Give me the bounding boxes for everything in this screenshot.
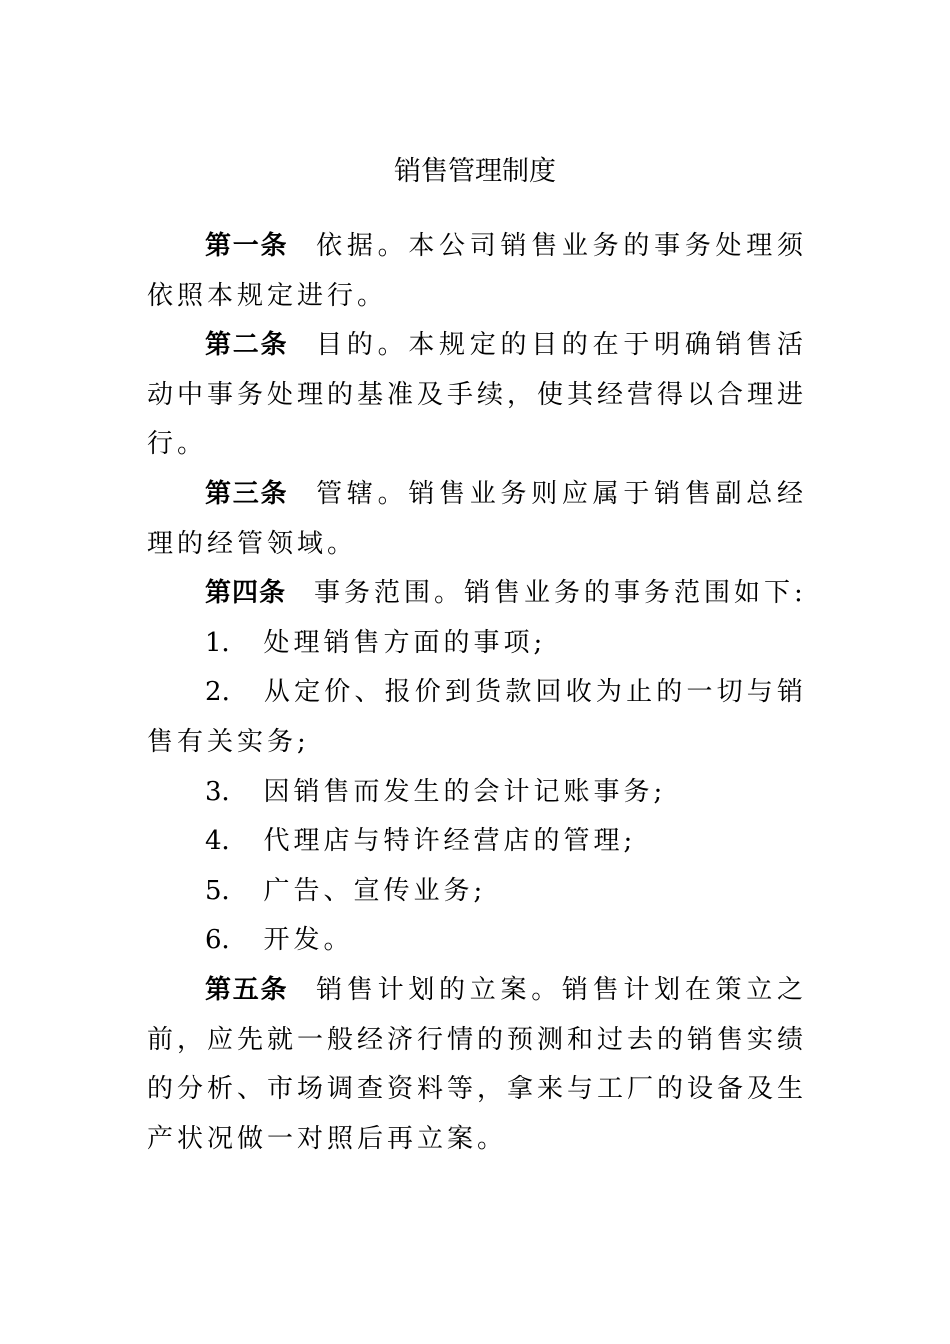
- article-number: 第三条: [205, 478, 289, 509]
- article-text: 事务范围。销售业务的事务范围如下:: [314, 578, 807, 609]
- article-1: [147, 222, 807, 321]
- document-title: 销售管理制度: [394, 156, 556, 187]
- article-number: 第四条: [205, 578, 287, 609]
- list-item-index: 1．: [205, 627, 248, 658]
- list-item-text: 因销售而发生的会计记账事务;: [263, 776, 667, 807]
- list-item-text: 广告、宣传业务;: [263, 875, 487, 906]
- article-2: [147, 321, 807, 470]
- list-item-text: 开发。: [263, 925, 354, 956]
- article-number: 第一条: [205, 231, 289, 261]
- article-3: [147, 470, 807, 569]
- article-text: 目的。本规定的目的在于明确销售活动中事务处理的基准及手续，使其经营得以合理进行。: [147, 330, 808, 460]
- list-item: [147, 867, 807, 917]
- list-item: [147, 668, 807, 767]
- list-item: [147, 768, 807, 818]
- article-5: [147, 966, 807, 1164]
- list-item-index: 5．: [205, 875, 248, 906]
- list-item-text: 代理店与特许经营店的管理;: [263, 826, 637, 857]
- article-number: 第五条: [205, 974, 289, 1005]
- article-text: 依据。本公司销售业务的事务处理须依照本规定进行。: [147, 231, 807, 311]
- list-item-index: 6．: [205, 925, 248, 956]
- list-item-index: 4．: [205, 826, 248, 857]
- list-item-text: 从定价、报价到货款回收为止的一切与销售有关实务;: [147, 677, 807, 757]
- list-item: [147, 916, 807, 966]
- list-item: [147, 817, 807, 867]
- article-text: 管辖。销售业务则应属于销售副总经理的经管领域。: [147, 478, 807, 559]
- list-item-index: 2．: [205, 677, 248, 708]
- document-body: [147, 222, 807, 1164]
- article-number: 第二条: [205, 330, 289, 361]
- article-text: 销售计划的立案。销售计划在策立之前，应先就一般经济行情的预测和过去的销售实绩的分析、市场调查资料等，拿来与工厂的设备及生产状况做一对照后再立案。: [147, 974, 808, 1154]
- article-4: [147, 569, 807, 619]
- list-item-index: 3．: [205, 776, 248, 807]
- list-item-text: 处理销售方面的事项;: [263, 627, 547, 658]
- list-item: [147, 619, 807, 669]
